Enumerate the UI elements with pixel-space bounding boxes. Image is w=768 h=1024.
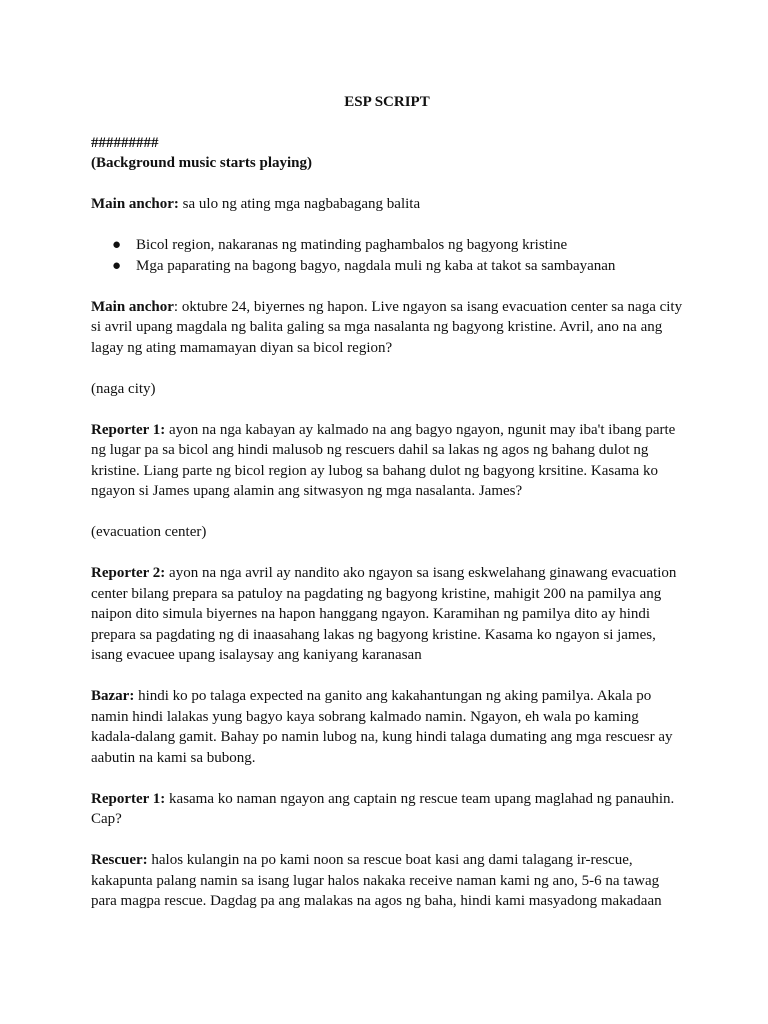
- speaker-label: Main anchor: [91, 298, 174, 315]
- dialogue-text: ayon na nga kabayan ay kalmado na ang bagyo ngayon, ngunit may iba't ibang parte ng lugar pa sa bicol ang hindi malusob ng rescuers dahil sa lakas ng agos ng bahang dulot ng kristine. Liang parte ng bicol region ay lubog sa bahang dulot ng bagyong krsitine. Kasama ko ngayon si James upang alamin ang sitwasyon ng mga nasalanta. James?: [91, 421, 676, 499]
- script-line: [91, 194, 683, 215]
- dialogue-text: halos kulangin na po kami noon sa rescue boat kasi ang dami talagang ir-rescue, kakapunta palang namin sa isang lugar halos nakaka receive naman kami ng ano, 5-6 na tawag para magpa rescue. Dagdag pa ang malakas na agos ng baha, hindi kami masyadong makadaan: [91, 852, 662, 909]
- headline-list: [91, 235, 683, 276]
- dialogue-text: kasama ko naman ngayon ang captain ng rescue team upang maglahad ng panauhin. Cap?: [91, 790, 675, 827]
- script-line: [91, 850, 683, 912]
- document-page: [91, 92, 683, 912]
- dialogue-text: hindi ko po talaga expected na ganito ang kakahantungan ng aking pamilya. Akala po namin hindi lalakas yung bagyo kaya sobrang kalmado namin. Ngayon, eh wala po kaming kadala-dalang gamit. Bahay po namin lubog na, kung hindi talaga dumating ang mga rescuesr ay aabutin na kami sa bubong.: [91, 688, 673, 766]
- intro-block: [91, 133, 683, 174]
- bullet-icon: ●: [112, 237, 122, 253]
- list-item: [91, 256, 683, 277]
- dialogue-text: ayon na nga avril ay nandito ako ngayon sa isang eskwelahang ginawang evacuation center bilang prepara sa patuloy na pagdating ng bagyong kristine, mahigit 200 na pamilya ang naipon dito simula biyernes na hapon hanggang ngayon. Karamihan ng pamilya dito ay hindi prepara sa pagdating ng di inaasahang lakas ng bagyong kristine. Kasama ko ngayon si james, isang evacuee upang isalaysay ang kaniyang karanasan: [91, 565, 677, 663]
- script-line: [91, 789, 683, 830]
- bg-music-cue: (Background music starts playing): [91, 155, 313, 171]
- speaker-label: Bazar:: [91, 688, 135, 704]
- script-line: [91, 563, 683, 666]
- location-cue: (naga city): [91, 380, 156, 397]
- speaker-label: Reporter 2:: [91, 565, 166, 581]
- list-item: [91, 235, 683, 256]
- location-cue: (evacuation center): [91, 524, 207, 540]
- script-line: [91, 420, 683, 502]
- speaker-label: Reporter 1:: [91, 790, 166, 807]
- speaker-label: Rescuer:: [91, 852, 148, 868]
- script-line: [91, 686, 683, 768]
- bullet-icon: ●: [112, 257, 122, 274]
- speaker-label: Reporter 1:: [91, 421, 166, 438]
- list-item-text: Mga paparating na bagong bagyo, nagdala muli ng kaba at takot sa sambayanan: [136, 257, 616, 274]
- document-title: ESP SCRIPT: [344, 94, 430, 110]
- dialogue-text: sa ulo ng ating mga nagbabagang balita: [178, 196, 421, 212]
- list-item-text: Bicol region, nakaranas ng matinding paghambalos ng bagyong kristine: [136, 237, 568, 253]
- speaker-label: Main anchor:: [91, 196, 179, 212]
- hash-line: #########: [91, 134, 159, 151]
- script-line: [91, 297, 683, 359]
- dialogue-text: : oktubre 24, biyernes ng hapon. Live ngayon sa isang evacuation center sa naga city si avril upang magdala ng balita galing sa mga nasalanta ng bagyong kristine. Avril, ano na ang lagay ng ating mamamayan diyan sa bicol region?: [91, 298, 683, 356]
